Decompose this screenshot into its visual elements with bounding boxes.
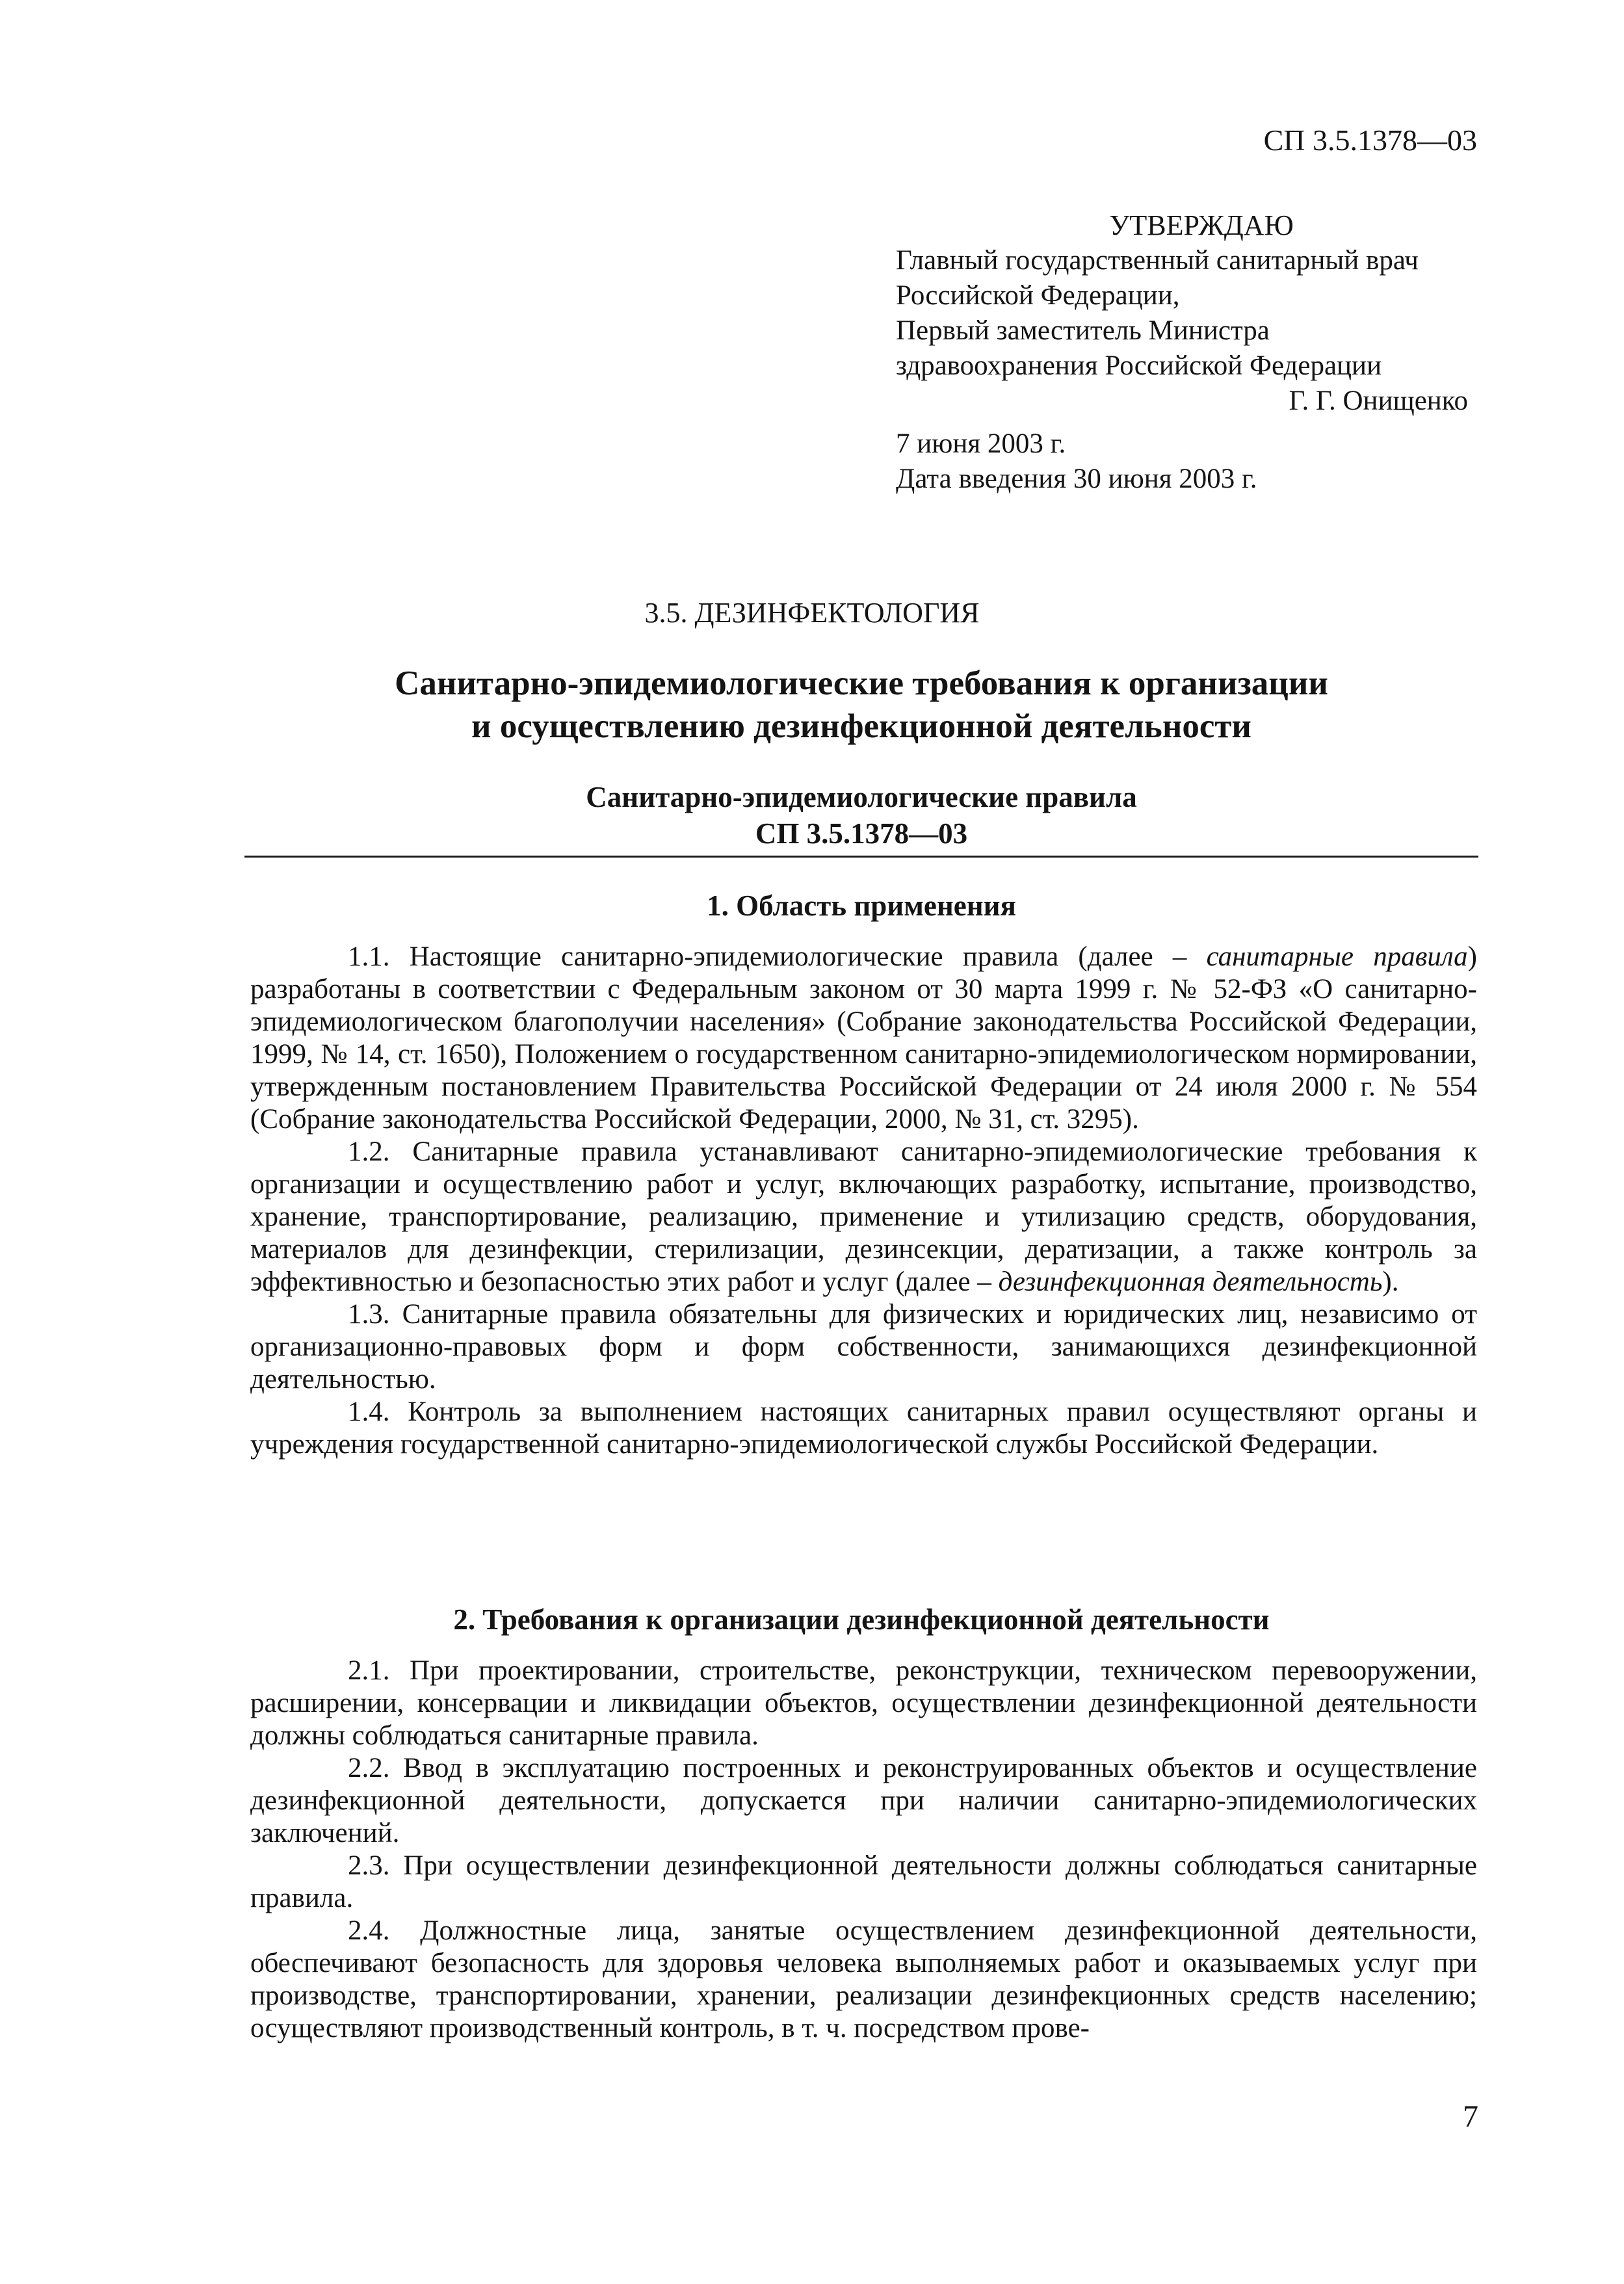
approval-heading: УТВЕРЖДАЮ [1109,209,1294,241]
document-subtitle-line: Санитарно-эпидемиологические правила [586,781,1137,813]
approval-signer: Г. Г. Онищенко [1289,386,1468,416]
page-number: 7 [1463,2099,1478,2134]
paragraph-1-4: 1.4. Контроль за выполнением настоящих санитарных правил осуществляют органы и учреждения государственной санитарно-эпидемиологической службы Российской Федерации. [250,1397,1477,1460]
effective-date: Дата введения 30 июня 2003 г. [896,464,1257,494]
paragraph-2-2: 2.2. Ввод в эксплуатацию построенных и реконструированных объектов и осуществление дезинфекционной деятельности, допускается при наличии санитарно-эпидемиологических заключений. [250,1753,1477,1848]
approval-role-line: Главный государственный санитарный врач [896,245,1419,276]
paragraph-1-3: 1.3. Санитарные правила обязательны для физических и юридических лиц, независимо от организационно-правовых форм и форм собственности, занимающихся дезинфекционной деятельностью. [250,1299,1477,1395]
chapter-1-heading: 1. Область применения [707,889,1016,922]
document-title-line: и осуществлению дезинфекционной деятельности [471,707,1251,745]
document-title-line: Санитарно-эпидемиологические требования к организации [395,664,1328,702]
paragraph-1-1: 1.1. Настоящие санитарно-эпидемиологические правила (далее – санитарные правила) разработаны в соответствии с Федеральным законом от 30 марта 1999 г. № 52-ФЗ «О санитарно-эпидемиологическом благополучии населения» (Собрание законодательства Российской Федерации, 1999, № 14, ст. 1650), Положением о государственном санитарно-эпидемиологическом нормировании, утвержденным постановлением Правительства Российской Федерации от 24 июля 2000 г. № 554 (Собрание законодательства Российской Федерации, 2000, № 31, ст. 3295). [250,941,1477,1135]
approval-role-line: Первый заместитель Министра [896,315,1270,346]
chapter-2-body [250,1655,1477,2045]
paragraph-1-2: 1.2. Санитарные правила устанавливают санитарно-эпидемиологические требования к организации и осуществлению работ и услуг, включающих разработку, испытание, производство, хранение, транспортирование, реализацию, применение и утилизацию средств, оборудования, материалов для дезинфекции, стерилизации, дезинсекции, дератизации, а также контроль за эффективностью и безопасностью этих работ и услуг (далее – дезинфекционная деятельность). [250,1136,1477,1297]
document-subtitle [228,779,1495,852]
approval-block [896,208,1481,497]
document-subtitle-line: СП 3.5.1378—03 [755,817,968,850]
paragraph-2-1: 2.1. При проектировании, строительстве, реконструкции, техническом перевооружении, расширении, консервации и ликвидации объектов, осуществлении дезинфекционной деятельности должны соблюдаться санитарные правила. [250,1655,1477,1751]
approval-role-line: Российской Федерации, [896,280,1180,311]
paragraph-2-3: 2.3. При осуществлении дезинфекционной деятельности должны соблюдаться санитарные правила. [250,1850,1477,1913]
approval-date: 7 июня 2003 г. [896,428,1066,459]
title-divider [244,856,1478,858]
section-heading: 3.5. ДЕЗИНФЕКТОЛОГИЯ [644,597,980,629]
approval-role-line: здравоохранения Российской Федерации [896,350,1382,381]
chapter-2-heading: 2. Требования к организации дезинфекционной деятельности [453,1603,1270,1636]
paragraph-2-4: 2.4. Должностные лица, занятые осуществлением дезинфекционной деятельности, обеспечивают безопасность для здоровья человека выполняемых работ и оказываемых услуг при производстве, транспортировании, хранении, реализации дезинфекционных средств населению; осуществляют производственный контроль, в т. ч. посредством прове- [250,1915,1477,2043]
chapter-1-body [250,941,1477,1461]
document-code: СП 3.5.1378—03 [1263,124,1477,157]
document-title [228,662,1495,748]
